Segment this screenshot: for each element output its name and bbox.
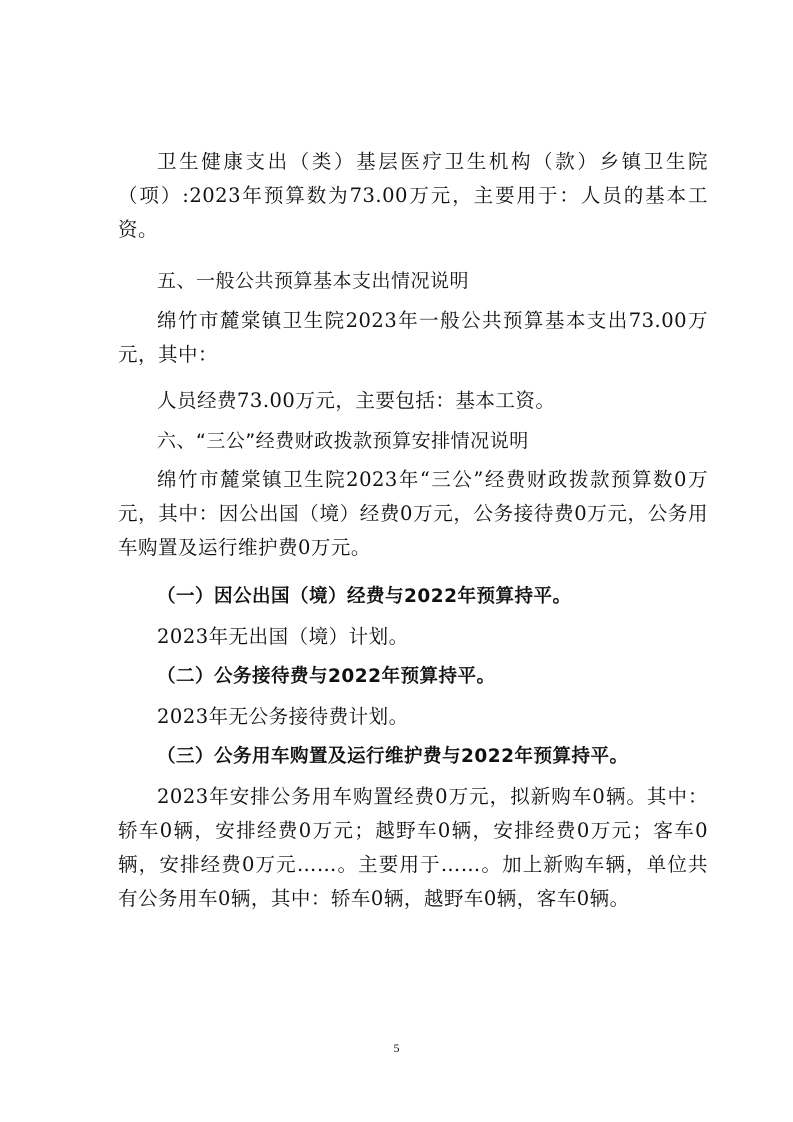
heading-section-6: 六、“三公”经费财政拨款预算安排情况说明: [157, 430, 529, 452]
heading-section-5: 五、一般公共预算基本支出情况说明: [157, 270, 470, 292]
paragraph-overseas-plan: 2023年无出国（境）计划。: [157, 625, 409, 648]
page-number: 5: [393, 1041, 400, 1055]
paragraph-reception-plan: 2023年无公务接待费计划。: [157, 705, 409, 728]
paragraph-health-expenditure: 卫生健康支出（类）基层医疗卫生机构（款）乡镇卫生院（项）:2023年预算数为73.00万元，主要用于：人员的基本工资。: [118, 150, 708, 241]
paragraph-personnel-cost: 人员经费73.00万元，主要包括：基本工资。: [157, 389, 556, 412]
heading-overseas-expenditure: （一）因公出国（境）经费与2022年预算持平。: [157, 586, 572, 607]
paragraph-vehicle-plan: 2023年安排公务用车购置经费0万元，拟新购车0辆。其中：轿车0辆，安排经费0万元；越野车0辆，安排经费0万元；客车0辆，安排经费0万元……。主要用于……。加上新购车辆，单位共有公务用车0辆，其中：轿车0辆，越野车0辆，客车0辆。: [118, 785, 708, 910]
paragraph-basic-expenditure: 绵竹市麓棠镇卫生院2023年一般公共预算基本支出73.00万元，其中：: [118, 309, 708, 366]
heading-reception-expenditure: （二）公务接待费与2022年预算持平。: [157, 666, 496, 687]
heading-vehicle-expenditure: （三）公务用车购置及运行维护费与2022年预算持平。: [157, 746, 629, 767]
paragraph-three-public-expenditure: 绵竹市麓棠镇卫生院2023年“三公”经费财政拨款预算数0万元，其中：因公出国（境）经费0万元，公务接待费0万元，公务用车购置及运行维护费0万元。: [118, 468, 708, 559]
